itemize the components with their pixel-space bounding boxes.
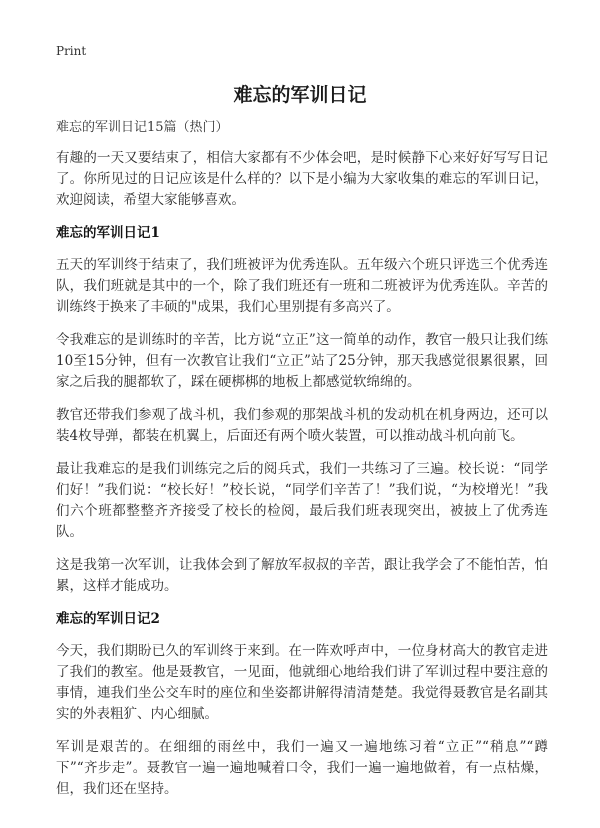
print-label[interactable]: Print	[56, 44, 87, 58]
body-paragraph: 今天，我们期盼已久的军训终于来到。在一阵欢呼声中，一位身材高大的教官走进了我们的教室。他是聂教官，一见面，他就细心地给我们讲了军训过程中要注意的事情，連我们坐公交车时的座位和坐姿都讲解得清清楚楚。我觉得聂教官是名副其实的外表粗犷、内心细腻。	[56, 643, 548, 722]
document-body	[56, 118, 548, 812]
page-title: 难忘的军训日记	[233, 84, 367, 106]
body-paragraph: 教官还带我们参观了战斗机，我们参观的那架战斗机的发动机在机身两边，还可以装4枚导弹，都装在机翼上，后面还有两个喷火装置，可以推动战斗机向前飞。	[56, 407, 548, 444]
body-paragraph: 最让我难忘的是我们训练完之后的阅兵式，我们一共练习了三遍。校长说：“同学们好！”我们说：“校长好！”校长说，“同学们辛苦了！”我们说，“为校增光！”我们六个班都整整齐齐接受了校长的检阅，最后我们班表现突出，被披上了优秀连队。	[56, 461, 548, 540]
section-heading: 难忘的军训日记2	[56, 611, 160, 627]
body-paragraph: 五天的军训终于结束了，我们班被评为优秀连队。五年级六个班只评选三个优秀连队，我们班就是其中的一个，除了我们班还有一班和二班被评为优秀连队。辛苦的训练终于换来了丰硕的"成果，我们心里别提有多高兴了。	[56, 257, 548, 315]
body-paragraph: 这是我第一次军训，让我体会到了解放军叔叔的辛苦，跟让我学会了不能怕苦，怕累，这样才能成功。	[56, 557, 548, 594]
body-paragraph: 令我难忘的是训练时的辛苦，比方说“立正”这一简单的动作，教官一般只让我们练10至15分钟，但有一次教官让我们“立正”站了25分钟，那天我感觉很累很累，回家之后我的腿都软了，踩在硬梆梆的地板上都感觉软绵绵的。	[56, 332, 548, 390]
intro-paragraph: 有趣的一天又要结束了，相信大家都有不少体会吧，是时候静下心来好好写写日记了。你所见过的日记应该是什么样的？以下是小编为大家收集的难忘的军训日记，欢迎阅读，希望大家能够喜欢。	[56, 150, 548, 208]
section-heading: 难忘的军训日记1	[56, 225, 160, 241]
body-paragraph: 军训是艰苦的。在细细的雨丝中，我们一遍又一遍地练习着“立正”“稍息”“蹲下”“齐步走”。聂教官一遍一遍地喊着口令，我们一遍一遍地做着，有一点枯燥，但，我们还在坚持。	[56, 739, 548, 797]
document-subtitle: 难忘的军训日记15篇（热门）	[56, 120, 229, 135]
